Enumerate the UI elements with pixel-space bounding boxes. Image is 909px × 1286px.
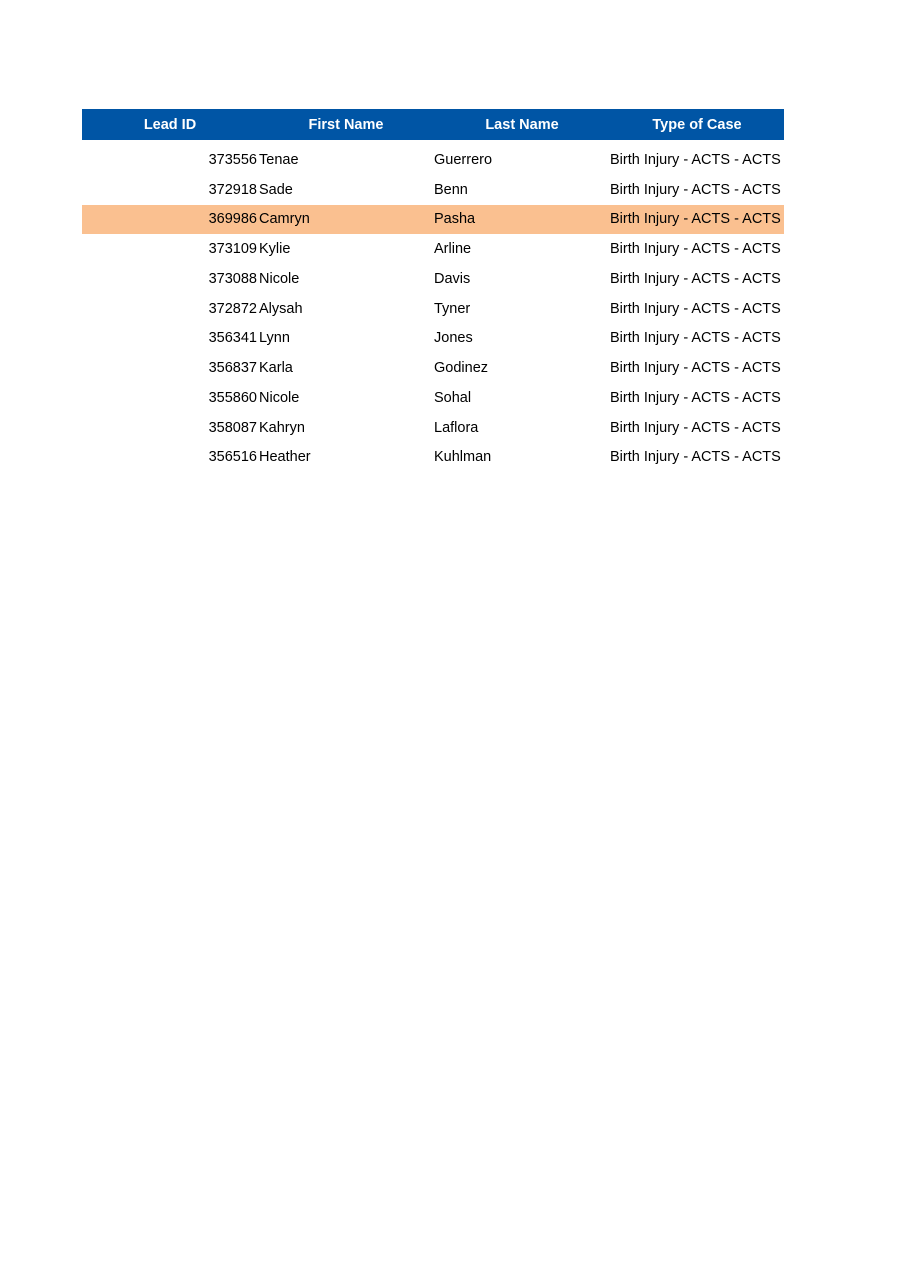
lead-id-cell[interactable]: 373556 <box>208 151 257 168</box>
table-row[interactable] <box>82 324 784 354</box>
lead-id-cell[interactable]: 373088 <box>208 270 257 287</box>
type-of-case-cell[interactable]: Birth Injury - ACTS - ACTS <box>610 300 781 317</box>
type-of-case-cell[interactable]: Birth Injury - ACTS - ACTS <box>610 389 781 406</box>
table-body <box>82 145 784 472</box>
table-row[interactable] <box>82 234 784 264</box>
last-name-cell[interactable]: Kuhlman <box>434 449 492 466</box>
table-header-row <box>82 109 784 140</box>
type-of-case-cell[interactable]: Birth Injury - ACTS - ACTS <box>610 330 781 347</box>
last-name-cell[interactable]: Arline <box>434 241 472 258</box>
type-of-case-cell[interactable]: Birth Injury - ACTS - ACTS <box>610 241 781 258</box>
first-name-cell[interactable]: Camryn <box>259 211 310 228</box>
table-row[interactable] <box>82 353 784 383</box>
last-name-cell[interactable]: Guerrero <box>434 151 493 168</box>
first-name-cell[interactable]: Lynn <box>259 330 290 347</box>
first-name-cell[interactable]: Nicole <box>259 389 300 406</box>
lead-id-cell[interactable]: 356837 <box>208 360 257 377</box>
last-name-cell[interactable]: Benn <box>434 181 468 198</box>
lead-id-cell[interactable]: 358087 <box>208 419 257 436</box>
first-name-cell[interactable]: Alysah <box>259 300 303 317</box>
first-name-cell[interactable]: Tenae <box>259 151 299 168</box>
lead-id-cell[interactable]: 356516 <box>208 449 257 466</box>
type-of-case-cell[interactable]: Birth Injury - ACTS - ACTS <box>610 181 781 198</box>
first-name-cell[interactable]: Karla <box>259 360 293 377</box>
lead-id-cell[interactable]: 373109 <box>208 241 257 258</box>
table-row[interactable] <box>82 383 784 413</box>
first-name-cell[interactable]: Kylie <box>259 241 291 258</box>
column-header-first-name[interactable]: First Name <box>308 116 384 133</box>
table-row[interactable] <box>82 175 784 205</box>
column-header-lead-id[interactable]: Lead ID <box>143 116 197 133</box>
type-of-case-cell[interactable]: Birth Injury - ACTS - ACTS <box>610 419 781 436</box>
last-name-cell[interactable]: Pasha <box>434 211 476 228</box>
first-name-cell[interactable]: Heather <box>259 449 311 466</box>
lead-id-cell[interactable]: 355860 <box>208 389 257 406</box>
last-name-cell[interactable]: Sohal <box>434 389 472 406</box>
last-name-cell[interactable]: Godinez <box>434 360 489 377</box>
type-of-case-cell[interactable]: Birth Injury - ACTS - ACTS <box>610 360 781 377</box>
column-header-type-of-case[interactable]: Type of Case <box>652 116 742 133</box>
last-name-cell[interactable]: Davis <box>434 270 471 287</box>
first-name-cell[interactable]: Sade <box>259 181 293 198</box>
type-of-case-cell[interactable]: Birth Injury - ACTS - ACTS <box>610 270 781 287</box>
type-of-case-cell[interactable]: Birth Injury - ACTS - ACTS <box>610 151 781 168</box>
table-row[interactable] <box>82 294 784 324</box>
last-name-cell[interactable]: Tyner <box>434 300 471 317</box>
table-row[interactable] <box>82 205 784 235</box>
table-row[interactable] <box>82 413 784 443</box>
type-of-case-cell[interactable]: Birth Injury - ACTS - ACTS <box>610 449 781 466</box>
leads-table <box>82 109 784 472</box>
lead-id-cell[interactable]: 369986 <box>208 211 257 228</box>
lead-id-cell[interactable]: 372872 <box>208 300 257 317</box>
lead-id-cell[interactable]: 356341 <box>208 330 257 347</box>
table-row[interactable] <box>82 145 784 175</box>
first-name-cell[interactable]: Kahryn <box>259 419 305 436</box>
type-of-case-cell[interactable]: Birth Injury - ACTS - ACTS <box>610 211 781 228</box>
lead-id-cell[interactable]: 372918 <box>208 181 257 198</box>
table-row[interactable] <box>82 443 784 473</box>
last-name-cell[interactable]: Jones <box>434 330 473 347</box>
last-name-cell[interactable]: Laflora <box>434 419 479 436</box>
table-row[interactable] <box>82 264 784 294</box>
column-header-last-name[interactable]: Last Name <box>485 116 559 133</box>
first-name-cell[interactable]: Nicole <box>259 270 300 287</box>
